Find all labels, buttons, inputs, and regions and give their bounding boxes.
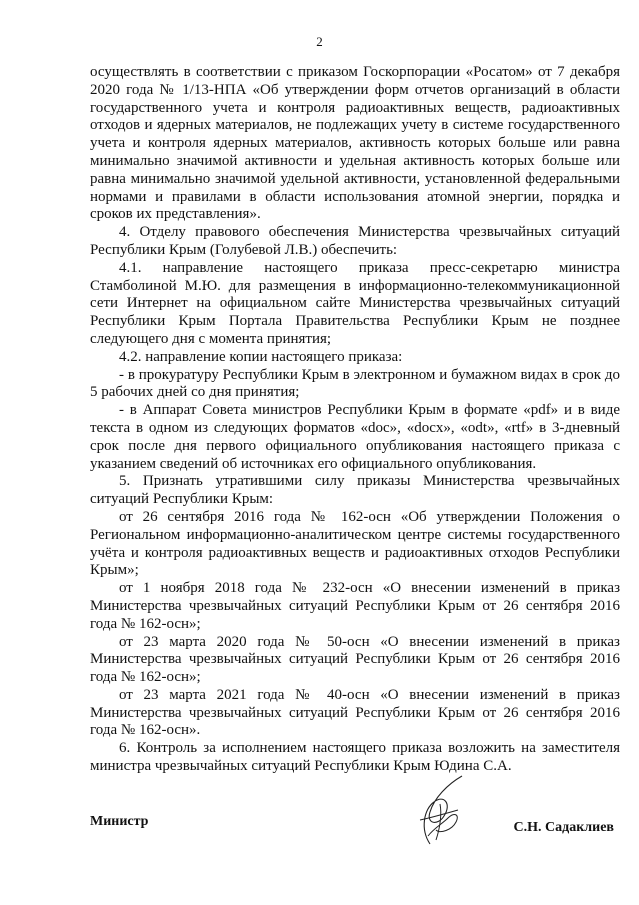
paragraph-council-apparatus: - в Аппарат Совета министров Республики Крым в формате «pdf» и в виде текста в одном из следующих форматов «doc», «docx», «odt», «rtf» в 3-дневный срок после дня первого официального опубликования настоящего приказа с указанием сведений об источниках его официального опубликования. — [90, 402, 620, 472]
paragraph-item-4-2: 4.2. направление копии настоящего приказа: — [119, 348, 403, 365]
page-number: 2 — [316, 34, 323, 49]
paragraph-prosecutor: - в прокуратуру Республики Крым в электронном и бумажном видах в срок до 5 рабочих дней со дня принятия; — [90, 366, 620, 401]
handwritten-signature — [400, 774, 480, 852]
paragraph-item-4-1: 4.1. направление настоящего приказа пресс-секретарю министра Стамболиной М.Ю. для размещения в информационно-телекоммуникационной сети Интернет на официальном сайте Министерства чрезвычайных ситуаций Республики Крым Портала Правительства Республики Крым не позднее следующего дня с момента принятия; — [90, 259, 620, 347]
signer-title: Министр — [90, 814, 149, 829]
paragraph-continuation: осуществлять в соответствии с приказом Госкорпорации «Росатом» от 7 декабря 2020 года № 1/13-НПА «Об утверждении форм отчетов организаций в области государственного учета и контроля радиоактивных веществ, радиоактивных отходов и ядерных материалов, не подлежащих учету в системе государственного учета и контроля ядерных материалов, активность которых больше или равна минимально значимой активности и удельная активность которых больше или равна минимально значимой удельной активности, установленной федеральными нормами и правилами в области использования атомной энергии, порядка и сроков их представления». — [90, 64, 620, 223]
signer-name: С.Н. Садаклиев — [513, 820, 614, 835]
signature-block — [90, 812, 620, 852]
paragraph-repealed-order-3: от 23 марта 2020 года № 50-осн «О внесении изменений в приказ Министерства чрезвычайных ситуаций Республики Крым от 26 сентября 2016 года № 162-осн»; — [90, 633, 620, 686]
paragraph-repealed-order-1: от 26 сентября 2016 года № 162-осн «Об утверждении Положения о Региональном информационно-аналитическом центре системы государственного учёта и контроля радиоактивных веществ и радиоактивных отходов Республики Крым»; — [90, 508, 620, 579]
paragraph-item-5: 5. Признать утратившими силу приказы Министерства чрезвычайных ситуаций Республики Крым: — [90, 473, 620, 508]
paragraph-item-4: 4. Отделу правового обеспечения Министерства чрезвычайных ситуаций Республики Крым (Голубевой Л.В.) обеспечить: — [90, 224, 620, 258]
paragraph-repealed-order-4: от 23 марта 2021 года № 40-осн «О внесении изменений в приказ Министерства чрезвычайных ситуаций Республики Крым от 26 сентября 2016 года № 162-осн». — [90, 686, 620, 739]
paragraph-item-6: 6. Контроль за исполнением настоящего приказа возложить на заместителя министра чрезвычайных ситуаций Республики Крым Юдина С.А. — [90, 740, 620, 775]
paragraph-repealed-order-2: от 1 ноября 2018 года № 232-осн «О внесении изменений в приказ Министерства чрезвычайных ситуаций Республики Крым от 26 сентября 2016 года № 162-осн»; — [90, 580, 620, 632]
document-body — [90, 64, 620, 776]
